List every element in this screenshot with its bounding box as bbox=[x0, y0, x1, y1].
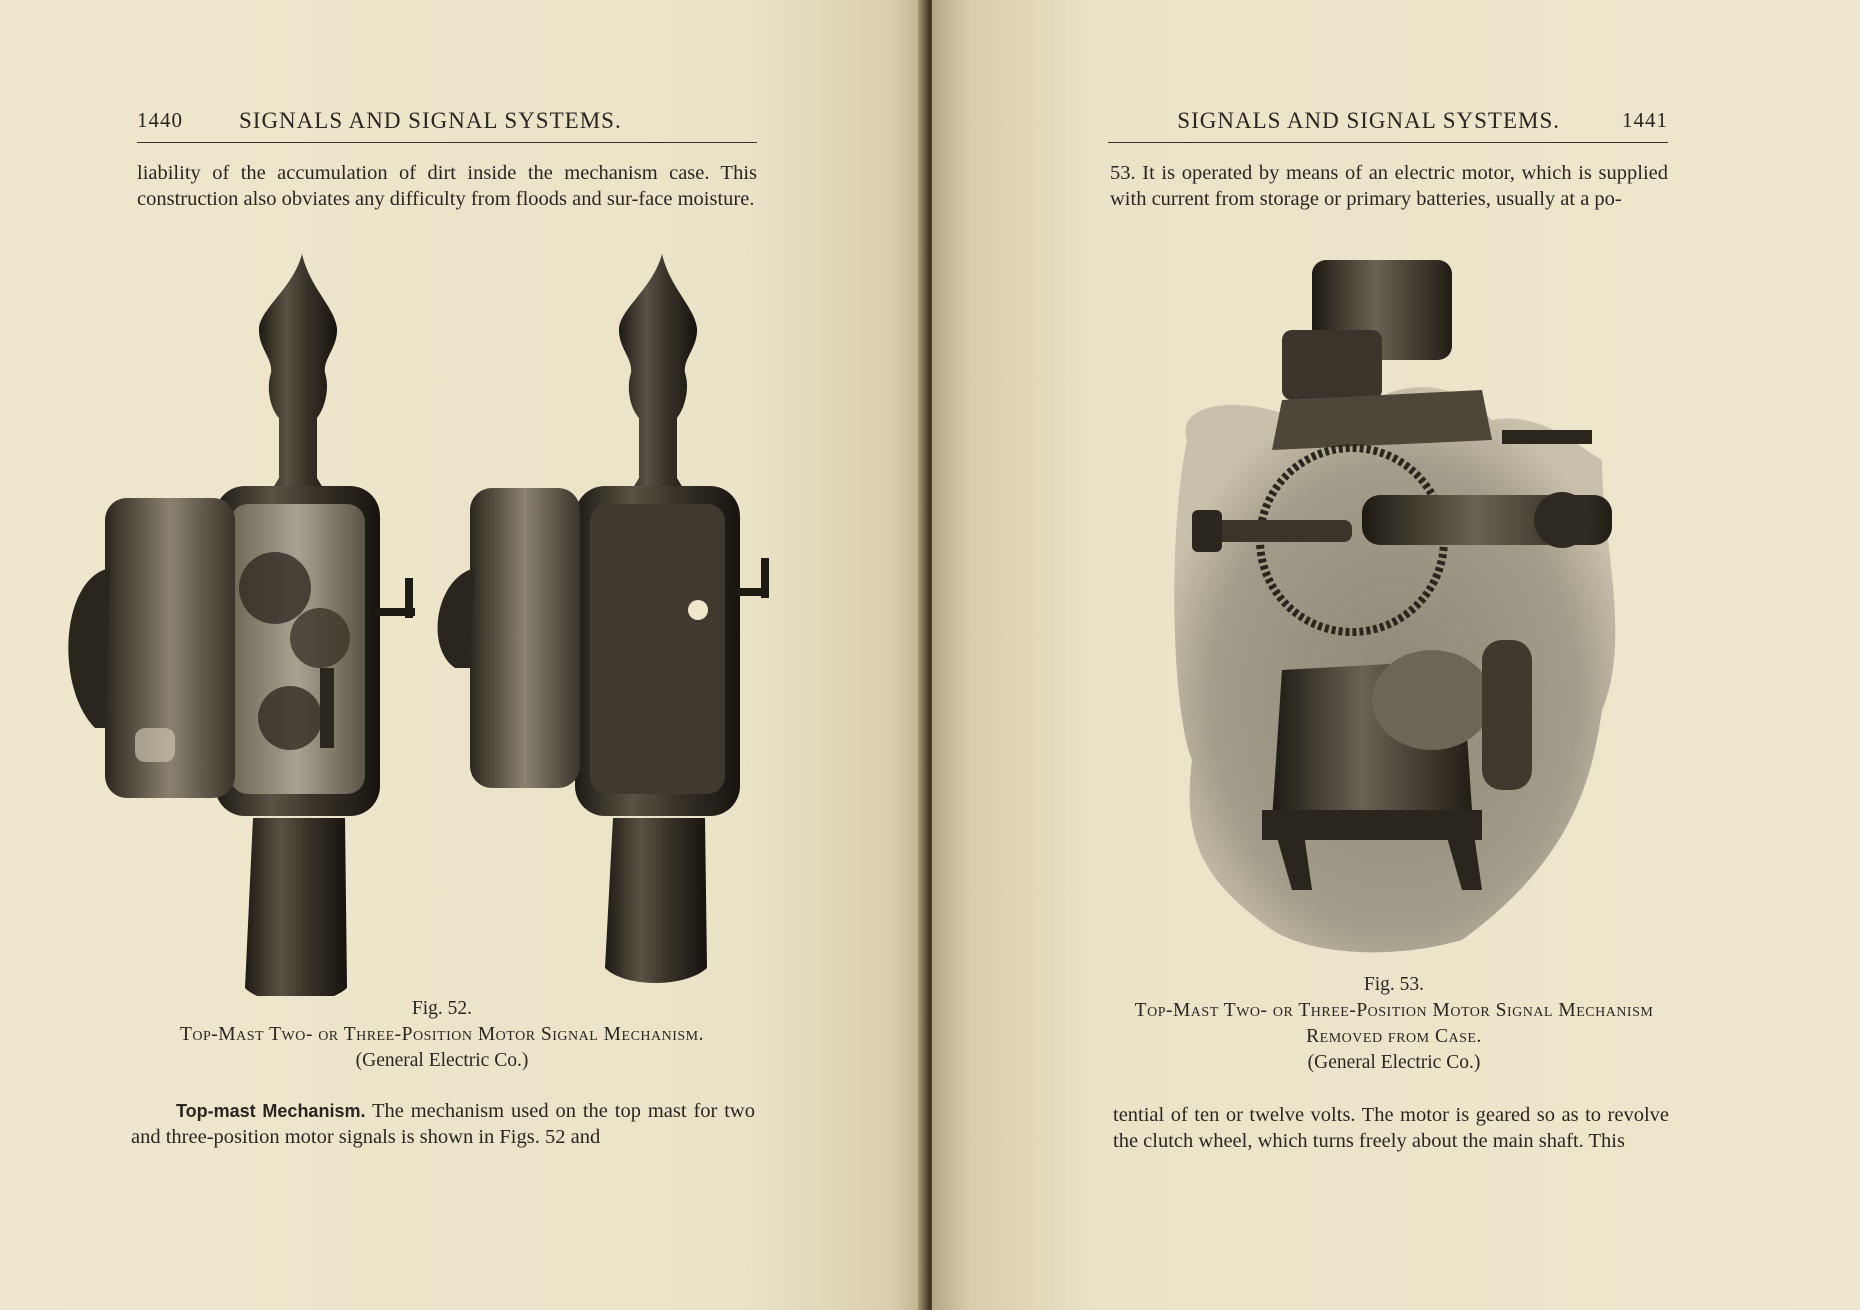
figure-credit: (General Electric Co.) bbox=[1307, 1052, 1481, 1073]
right-page-header bbox=[1108, 108, 1668, 143]
figure-53-illustration bbox=[1162, 240, 1632, 960]
figure-title-line-1: Top-Mast Two- or Three-Position Motor Signal Mechanism bbox=[1134, 1000, 1654, 1021]
body-text-bottom: tential of ten or twelve volts. The motor is geared so as to revolve the clutch wheel, which turns freely about the main shaft. This bbox=[1113, 1104, 1669, 1152]
body-text-top: 53. It is operated by means of an electric motor, which is supplied with current from storage or primary batteries, usually at a po- bbox=[1110, 162, 1668, 210]
section-text: The mechanism used on the top mast for two and three-position motor signals is shown in Figs. 52 and bbox=[131, 1100, 755, 1148]
running-head: SIGNALS AND SIGNAL SYSTEMS. bbox=[239, 108, 622, 133]
body-text-bottom bbox=[131, 1098, 755, 1150]
figure-title-line-2: Removed from Case. bbox=[1306, 1026, 1482, 1047]
left-page bbox=[0, 0, 928, 1310]
figure-label: Fig. 52. bbox=[411, 998, 473, 1019]
left-page-header bbox=[137, 108, 757, 143]
figure-52-illustration bbox=[55, 248, 845, 996]
figure-53-caption bbox=[1094, 972, 1694, 1076]
signal-case-open-right bbox=[438, 254, 769, 983]
figure-title: Top-Mast Two- or Three-Position Motor Signal Mechanism. bbox=[179, 1024, 705, 1045]
page-number: 1440 bbox=[137, 108, 183, 132]
right-page bbox=[932, 0, 1860, 1310]
page-number: 1441 bbox=[1622, 108, 1668, 132]
figure-label: Fig. 53. bbox=[1363, 974, 1425, 995]
body-text-top: liability of the accumulation of dirt inside the mechanism case. This construction also obviates any difficulty from floods and sur-face moisture. bbox=[137, 162, 757, 210]
signal-case-open-left bbox=[68, 254, 415, 996]
section-heading: Top-mast Mechanism. bbox=[176, 1101, 366, 1121]
figure-52-caption bbox=[122, 996, 762, 1074]
running-head: SIGNALS AND SIGNAL SYSTEMS. bbox=[1177, 108, 1560, 133]
figure-credit: (General Electric Co.) bbox=[355, 1050, 529, 1071]
